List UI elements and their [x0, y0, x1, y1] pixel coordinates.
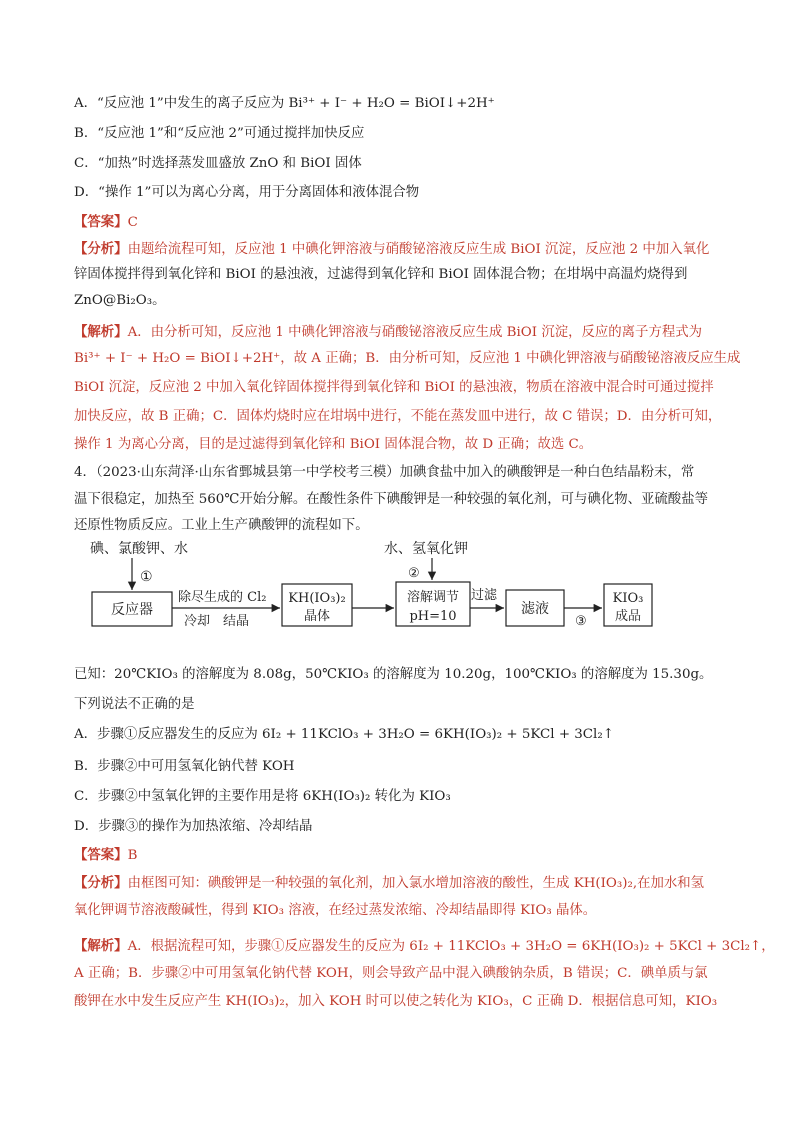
- flow-step-2: ②: [408, 566, 420, 581]
- q4-analysis-line-2: 氧化钾调节溶液酸碱性，得到 KIO₃ 溶液，在经过蒸发浓缩、冷却结晶即得 KIO₃ 晶体。: [74, 903, 597, 918]
- q4-explain-line-3: 酸钾在水中发生反应产生 KH(IO₃)₂，加入 KOH 时可以使之转化为 KIO₃，C 正确 D．根据信息可知，KIO₃: [74, 994, 718, 1009]
- flow-box-dissolve-line-1: 溶解调节: [406, 590, 460, 605]
- q4-stem-line-2: 温下很稳定，加热至 560℃开始分解。在酸性条件下碘酸钾是一种较强的氧化剂，可与碘化物、亚硫酸盐等: [74, 492, 708, 507]
- q3-analysis-line-1: [74, 240, 709, 259]
- explain-tag: 【解析】: [74, 938, 128, 954]
- flow-input-1: 碘、氯酸钾、水: [90, 541, 188, 557]
- q3-explain-line-4: 加快反应，故 B 正确；C．固体灼烧时应在坩埚中进行，不能在蒸发皿中进行，故 C 错误；D．由分析可知，: [74, 409, 722, 424]
- q3-explain-line-5: 操作 1 为离心分离，目的是过滤得到氧化锌和 BiOI 固体混合物，故 D 正确；故选 C。: [74, 437, 593, 452]
- answer-tag: 【答案】: [74, 847, 128, 863]
- q4-option-b: B．步骤②中可用氢氧化钠代替 KOH: [74, 759, 295, 774]
- q4-option-a: A．步骤①反应器发生的反应为 6I₂ + 11KClO₃ + 3H₂O = 6KH(IO₃)₂ + 5KCl + 3Cl₂↑: [74, 727, 614, 742]
- q4-option-c: C．步骤②中氢氧化钾的主要作用是将 6KH(IO₃)₂ 转化为 KIO₃: [74, 789, 451, 804]
- analysis-text: 由框图可知：碘酸钾是一种较强的氧化剂，加入氯水增加溶液的酸性，生成 KH(IO₃)₂,在加水和氢: [127, 876, 705, 891]
- q4-stem-line-3: 还原性物质反应。工业上生产碘酸钾的流程如下。: [74, 518, 369, 533]
- q4-known: 已知：20℃KIO₃ 的溶解度为 8.08g，50℃KIO₃ 的溶解度为 10.20g，100℃KIO₃ 的溶解度为 15.30g。: [74, 667, 713, 682]
- answer-tag: 【答案】: [74, 214, 128, 230]
- q3-analysis-line-3: ZnO@Bi₂O₃。: [74, 293, 166, 308]
- flow-box-crystal-line-2: 晶体: [303, 609, 331, 624]
- flow-box-dissolve-line-2: pH=10: [409, 609, 457, 624]
- q3-explain-line-2: Bi³⁺ + I⁻ + H₂O = BiOI↓+2H⁺，故 A 正确；B．由分析可知，反应池 1 中碘化钾溶液与硝酸铋溶液反应生成: [74, 351, 741, 366]
- flow-box-product-line-1: KIO₃: [612, 591, 644, 606]
- flow-step-3: ③: [575, 614, 587, 629]
- q4-prompt: 下列说法不正确的是: [74, 697, 195, 712]
- flow-input-2: 水、氢氧化钾: [384, 541, 468, 557]
- q3-explain-line-3: BiOI 沉淀，反应池 2 中加入氧化锌固体搅拌得到氧化锌和 BiOI 的悬浊液，物质在溶液中混合时可通过搅拌: [74, 380, 714, 395]
- explain-text: A．由分析可知，反应池 1 中碘化钾溶液与硝酸铋溶液反应生成 BiOI 沉淀，反应的离子方程式为: [127, 325, 703, 340]
- analysis-tag: 【分析】: [74, 875, 128, 891]
- flow-step-1: ①: [140, 569, 153, 585]
- flow-box-reactor-label: 反应器: [111, 602, 153, 618]
- q3-option-b: B．“反应池 1”和“反应池 2”可通过搅拌加快反应: [74, 126, 365, 141]
- flow-box-crystal-line-1: KH(IO₃)₂: [288, 591, 346, 606]
- flow-diagram: [72, 536, 732, 648]
- analysis-text: 由题给流程可知，反应池 1 中碘化钾溶液与硝酸铋溶液反应生成 BiOI 沉淀，反应池 2 中加入氧化: [127, 242, 710, 257]
- q4-analysis-line-1: [74, 874, 704, 893]
- flow-box-filtrate-label: 滤液: [521, 601, 549, 617]
- explain-text: A．根据流程可知，步骤①反应器发生的反应为 6I₂ + 11KClO₃ + 3H₂O = 6KH(IO₃)₂ + 5KCl + 3Cl₂↑，: [127, 939, 775, 954]
- q4-option-d: D．步骤③的操作为加热浓缩、冷却结晶: [74, 819, 313, 834]
- flow-arrow-1-top: 除尽生成的 Cl₂: [178, 590, 267, 605]
- flow-arrow-3-top: 过滤: [471, 588, 498, 603]
- q3-answer: [74, 213, 138, 232]
- answer-value: B: [127, 848, 138, 863]
- flow-arrow-1-bottom: 冷却 结晶: [184, 614, 250, 629]
- answer-value: C: [127, 215, 138, 230]
- q3-explain-line-1: [74, 323, 702, 342]
- q3-option-c: C．“加热”时选择蒸发皿盛放 ZnO 和 BiOI 固体: [74, 156, 362, 171]
- analysis-tag: 【分析】: [74, 241, 128, 257]
- q4-explain-line-1: [74, 937, 775, 956]
- q3-option-a: A．“反应池 1”中发生的离子反应为 Bi³⁺ + I⁻ + H₂O = BiOI↓+2H⁺: [74, 96, 495, 111]
- q4-answer: [74, 846, 137, 865]
- explain-tag: 【解析】: [74, 324, 128, 340]
- flow-box-product-line-2: 成品: [614, 609, 642, 624]
- q4-stem-line-1: 4．（2023·山东菏泽·山东省鄄城县第一中学校考三模）加碘食盐中加入的碘酸钾是一种白色结晶粉末，常: [74, 465, 695, 480]
- q4-explain-line-2: A 正确；B．步骤②中可用氢氧化钠代替 KOH，则会导致产品中混入碘酸钠杂质，B 错误；C．碘单质与氯: [74, 966, 708, 981]
- q3-option-d: D．“操作 1”可以为离心分离，用于分离固体和液体混合物: [74, 185, 420, 200]
- q3-analysis-line-2: 锌固体搅拌得到氧化锌和 BiOI 的悬浊液，过滤得到氧化锌和 BiOI 固体混合物；在坩埚中高温灼烧得到: [74, 267, 688, 282]
